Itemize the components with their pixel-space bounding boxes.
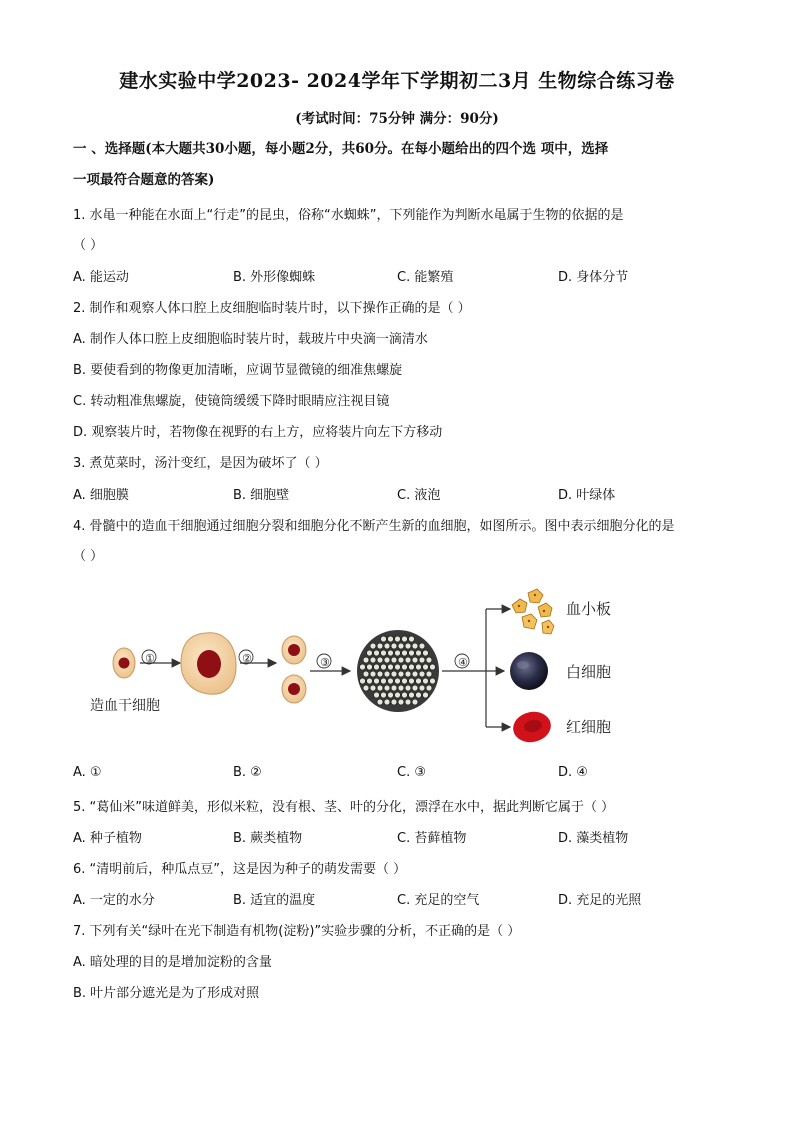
cluster-cell <box>402 692 408 698</box>
question-5-option-d: D. 藻类植物 <box>558 831 629 846</box>
section-heading-line1: 一 、选择题(本大题共30小题，每小题2分，共60分。在每小题给出的四个选 项中，选择 <box>73 141 609 157</box>
question-3-stem: 3. 煮苋菜时，汤汁变红，是因为破坏了（ ） <box>73 456 328 471</box>
cluster-cell <box>416 650 422 656</box>
cluster-cell <box>391 643 397 649</box>
cluster-cell <box>381 678 387 684</box>
cluster-cell <box>423 664 429 670</box>
cluster-cell <box>367 650 373 656</box>
question-5-option-b: B. 蕨类植物 <box>233 831 303 846</box>
question-3-option-b: B. 细胞壁 <box>233 488 290 503</box>
cluster-cell <box>374 664 380 670</box>
exam-subtitle: (考试时间：75分钟 满分：90分) <box>295 111 499 127</box>
step-4-label: ④ <box>458 656 468 669</box>
question-6-option-b: B. 适宜的温度 <box>233 893 316 908</box>
cluster-cell <box>370 643 376 649</box>
question-4-blank: （ ） <box>73 549 104 564</box>
step-3-label: ③ <box>320 656 330 669</box>
cluster-cell <box>412 643 418 649</box>
cluster-cell <box>388 636 394 642</box>
question-1-stem: 1. 水黾一种能在水面上“行走”的昆虫，俗称“水蜘蛛”，下列能作为判断水黾属于生物的依据的是 <box>73 208 624 223</box>
cluster-cell <box>412 699 418 705</box>
cluster-cell <box>423 678 429 684</box>
question-3-option-d: D. 叶绿体 <box>558 488 616 503</box>
cluster-cell <box>398 671 404 677</box>
cluster-cell <box>405 643 411 649</box>
cluster-cell <box>412 657 418 663</box>
question-5-stem: 5. “葛仙米”味道鲜美，形似米粒，没有根、茎、叶的分化，漂浮在水中，据此判断它属于（ ） <box>73 800 615 815</box>
section-heading-line2: 一项最符合题意的答案) <box>73 172 215 188</box>
cluster-cell <box>381 636 387 642</box>
cluster-cell <box>384 643 390 649</box>
question-6-stem: 6. “清明前后，种瓜点豆”，这是因为种子的萌发需要（ ） <box>73 862 407 877</box>
cluster-cell <box>405 699 411 705</box>
question-4-option-b: B. ② <box>233 765 262 780</box>
red-blood-cell-icon <box>510 708 553 745</box>
step-1-label: ① <box>145 652 155 665</box>
cluster-cell <box>426 685 432 691</box>
cluster-cell <box>370 671 376 677</box>
question-1-option-d: D. 身体分节 <box>558 270 629 285</box>
question-1-blank: （ ） <box>73 238 104 253</box>
question-4-option-a: A. ① <box>73 765 102 780</box>
question-5-option-c: C. 苔藓植物 <box>397 831 467 846</box>
question-3-option-c: C. 液泡 <box>397 488 441 503</box>
cluster-cell <box>409 636 415 642</box>
cluster-cell <box>416 664 422 670</box>
cluster-cell <box>388 692 394 698</box>
cluster-cell <box>377 657 383 663</box>
platelets-label: 血小板 <box>566 600 612 618</box>
cluster-cell <box>423 692 429 698</box>
question-7-stem: 7. 下列有关“绿叶在光下制造有机物(淀粉)”实验步骤的分析，不正确的是（ ） <box>73 924 521 939</box>
question-2-option-a: A. 制作人体口腔上皮细胞临时装片时，载玻片中央滴一滴清水 <box>73 332 428 347</box>
cluster-cell <box>377 671 383 677</box>
cluster-cell <box>398 657 404 663</box>
stem-cell <box>113 648 135 678</box>
cluster-cell <box>395 636 401 642</box>
cluster-cell <box>398 685 404 691</box>
daughter-cells <box>282 636 306 703</box>
cluster-cell <box>398 643 404 649</box>
cluster-cell <box>405 671 411 677</box>
cluster-cell <box>405 685 411 691</box>
cluster-cell <box>374 650 380 656</box>
cluster-cell <box>391 657 397 663</box>
cluster-cell <box>402 678 408 684</box>
cluster-cell <box>384 699 390 705</box>
question-3-option-a: A. 细胞膜 <box>73 488 129 503</box>
platelets-icon <box>512 589 554 634</box>
cluster-cell <box>426 671 432 677</box>
exam-title: 建水实验中学2023- 2024学年下学期初二3月 生物综合练习卷 <box>119 70 675 92</box>
cluster-cell <box>377 699 383 705</box>
cluster-cell <box>377 685 383 691</box>
blood-cell-differentiation-figure <box>70 575 670 760</box>
cluster-cell <box>398 699 404 705</box>
cluster-cell <box>430 678 436 684</box>
cluster-cell <box>381 692 387 698</box>
cluster-cell <box>402 636 408 642</box>
cluster-cell <box>391 685 397 691</box>
cluster-cell <box>395 664 401 670</box>
red-blood-cell-label: 红细胞 <box>566 718 612 736</box>
question-4-option-d: D. ④ <box>558 765 588 780</box>
cluster-cell <box>426 657 432 663</box>
stem-cell-label: 造血干细胞 <box>90 698 160 714</box>
cluster-cell <box>395 650 401 656</box>
cluster-cell <box>412 685 418 691</box>
cluster-cell <box>395 678 401 684</box>
cluster-cell <box>370 657 376 663</box>
cluster-cell <box>409 692 415 698</box>
cell-cluster <box>357 630 439 712</box>
cluster-cell <box>388 664 394 670</box>
cluster-cell <box>391 671 397 677</box>
question-5-option-a: A. 种子植物 <box>73 831 142 846</box>
cluster-cell <box>391 699 397 705</box>
question-2-option-c: C. 转动粗准焦螺旋，使镜筒缓缓下降时眼睛应注视目镜 <box>73 394 390 409</box>
cluster-cell <box>419 685 425 691</box>
question-1-option-a: A. 能运动 <box>73 270 129 285</box>
cluster-cell <box>363 685 369 691</box>
white-blood-cell-label: 白细胞 <box>566 663 612 681</box>
cluster-cell <box>409 664 415 670</box>
cluster-cell <box>409 650 415 656</box>
cluster-cell <box>402 650 408 656</box>
question-6-option-d: D. 充足的光照 <box>558 893 642 908</box>
cluster-cell <box>374 678 380 684</box>
cluster-cell <box>377 643 383 649</box>
white-blood-cell-icon <box>510 652 548 690</box>
cluster-cell <box>388 650 394 656</box>
question-2-option-b: B. 要使看到的物像更加清晰，应调节显微镜的细准焦螺旋 <box>73 363 403 378</box>
cluster-cell <box>419 643 425 649</box>
cluster-cell <box>430 664 436 670</box>
question-2-option-d: D. 观察装片时，若物像在视野的右上方，应将装片向左下方移动 <box>73 425 443 440</box>
question-2-stem: 2. 制作和观察人体口腔上皮细胞临时装片时，以下操作正确的是（ ） <box>73 301 471 316</box>
cluster-cell <box>423 650 429 656</box>
cluster-cell <box>381 664 387 670</box>
cluster-cell <box>363 657 369 663</box>
cluster-cell <box>370 685 376 691</box>
cluster-cell <box>409 678 415 684</box>
cluster-cell <box>419 671 425 677</box>
question-4-stem: 4. 骨髓中的造血干细胞通过细胞分裂和细胞分化不断产生新的血细胞，如图所示。图中表示细胞分化的是 <box>73 519 675 534</box>
cluster-cell <box>367 678 373 684</box>
question-4-option-c: C. ③ <box>397 765 426 780</box>
cluster-cell <box>388 678 394 684</box>
question-7-option-b: B. 叶片部分遮光是为了形成对照 <box>73 986 260 1001</box>
cluster-cell <box>367 664 373 670</box>
cluster-cell <box>360 678 366 684</box>
cluster-cell <box>416 678 422 684</box>
question-7-option-a: A. 暗处理的目的是增加淀粉的含量 <box>73 955 272 970</box>
question-1-option-b: B. 外形像蜘蛛 <box>233 270 316 285</box>
cluster-cell <box>395 692 401 698</box>
cluster-cell <box>412 671 418 677</box>
cluster-cell <box>384 685 390 691</box>
cluster-cell <box>419 657 425 663</box>
question-6-option-a: A. 一定的水分 <box>73 893 155 908</box>
cluster-cell <box>405 657 411 663</box>
question-1-option-c: C. 能繁殖 <box>397 270 454 285</box>
enlarged-cell <box>181 633 236 694</box>
cluster-cell <box>384 657 390 663</box>
cluster-cell <box>381 650 387 656</box>
cluster-cell <box>402 664 408 670</box>
cluster-cell <box>360 664 366 670</box>
cluster-cell <box>384 671 390 677</box>
cluster-cell <box>374 692 380 698</box>
question-6-option-c: C. 充足的空气 <box>397 893 480 908</box>
cluster-cell <box>416 692 422 698</box>
cluster-cell <box>363 671 369 677</box>
step-2-label: ② <box>242 652 252 665</box>
